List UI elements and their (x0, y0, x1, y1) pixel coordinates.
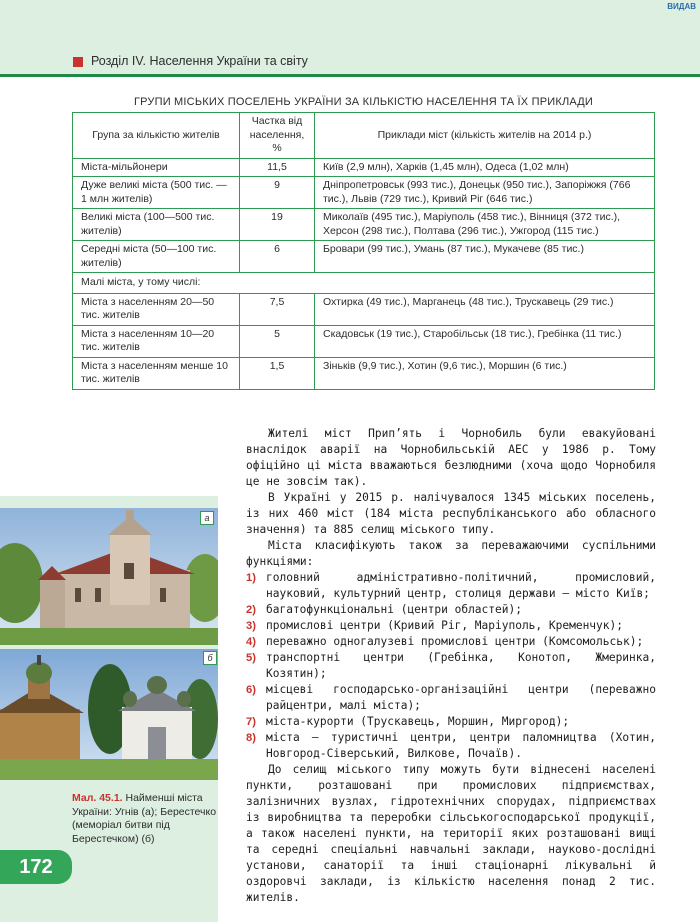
list-item (246, 730, 656, 762)
group-cell: Міста з населенням 20—50 тис. жителів (73, 293, 240, 325)
small-cities-label: Малі міста, у тому числі: (73, 273, 655, 294)
examples-cell: Київ (2,9 млн), Харків (1,45 млн), Одеса (1,02 млн) (315, 158, 655, 177)
table-subheader-row (73, 273, 655, 294)
table-row (73, 357, 655, 389)
list-number: 2) (246, 604, 256, 616)
section-marker-icon (73, 57, 83, 67)
list-text: міста — туристичні центри, центри паломництва (Хотин, Новгород-Сіверський, Вилкове, Почаїв). (266, 731, 656, 760)
list-text: місцеві господарсько-організаційні центри (переважно райцентри, малі міста); (266, 683, 656, 712)
share-cell: 1,5 (240, 357, 315, 389)
caption-text: Найменші міста України: Угнів (а); Берестечко (меморіал битви під Берестечком) (б) (72, 792, 217, 845)
list-text: транспортні центри (Гребінка, Конотоп, Жмеринка, Козятин); (266, 651, 656, 680)
share-cell: 11,5 (240, 158, 315, 177)
share-cell: 7,5 (240, 293, 315, 325)
list-item (246, 634, 656, 650)
table-row (73, 325, 655, 357)
list-number: 1) (246, 572, 256, 584)
share-cell: 5 (240, 325, 315, 357)
list-item (246, 714, 656, 730)
table-row (73, 177, 655, 209)
main-text (246, 426, 656, 906)
list-item (246, 602, 656, 618)
paragraph: В Україні у 2015 р. налічувалося 1345 міських поселень, із них 460 міст (184 міста республіканського або обласного значення) та 885 селищ міського типу. (246, 491, 656, 536)
header-examples: Приклади міст (кількість жителів на 2014 р.) (315, 113, 655, 159)
list-text: промислові центри (Кривий Ріг, Маріуполь, Кременчук); (266, 619, 623, 632)
list-number: 3) (246, 620, 256, 632)
list-number: 8) (246, 732, 256, 744)
table-row (73, 241, 655, 273)
photo-label-a: а (200, 511, 214, 525)
examples-cell: Дніпропетровськ (993 тис.), Донецьк (950 тис.), Запоріжжя (766 тис.), Львів (729 тис.), Кривий Ріг (646 тис.) (315, 177, 655, 209)
list-item (246, 682, 656, 714)
group-cell: Великі міста (100—500 тис. жителів) (73, 209, 240, 241)
group-cell: Дуже великі міста (500 тис. — 1 млн жителів) (73, 177, 240, 209)
church-photo-berestechko (0, 649, 218, 780)
table-row (73, 293, 655, 325)
examples-cell: Зіньків (9,9 тис.), Хотин (9,6 тис.), Моршин (6 тис.) (315, 357, 655, 389)
list-item (246, 618, 656, 634)
examples-cell: Миколаїв (495 тис.), Маріуполь (458 тис.), Вінниця (372 тис.), Херсон (298 тис.), Полтава (296 тис.), Ужгород (115 тис.) (315, 209, 655, 241)
list-text: міста-курорти (Трускавець, Моршин, Миргород); (266, 715, 570, 728)
group-cell: Міста-мільйонери (73, 158, 240, 177)
functions-list (246, 570, 656, 762)
share-cell: 9 (240, 177, 315, 209)
table-row (73, 209, 655, 241)
share-cell: 6 (240, 241, 315, 273)
group-cell: Міста з населенням менше 10 тис. жителів (73, 357, 240, 389)
group-cell: Середні міста (50—100 тис. жителів) (73, 241, 240, 273)
share-cell: 19 (240, 209, 315, 241)
page-number: 172 (0, 850, 72, 884)
examples-cell: Бровари (99 тис.), Умань (87 тис.), Мукачеве (85 тис.) (315, 241, 655, 273)
header-group: Група за кількістю жителів (73, 113, 240, 159)
list-number: 5) (246, 652, 256, 664)
examples-cell: Скадовськ (19 тис.), Старобільськ (18 тис.), Гребінка (11 тис.) (315, 325, 655, 357)
list-number: 7) (246, 716, 256, 728)
list-number: 6) (246, 684, 256, 696)
photo-label-b: б (203, 651, 217, 665)
table-title: ГРУПИ МІСЬКИХ ПОСЕЛЕНЬ УКРАЇНИ ЗА КІЛЬКІСТЮ НАСЕЛЕННЯ ТА ЇХ ПРИКЛАДИ (133, 96, 594, 108)
list-item (246, 570, 656, 602)
publisher-logo: ВИДАВ (667, 2, 696, 11)
group-cell: Міста з населенням 10—20 тис. жителів (73, 325, 240, 357)
paragraph: Жителі міст Прип’ять і Чорнобиль були евакуйовані внаслідок аварії на Чорнобильській АЕС у 1986 р. Тому офіційно ці міста вважаються безлюдними (хоча щодо Чорнобиля це не зовсім так). (246, 427, 656, 488)
section-title: Розділ IV. Населення України та світу (91, 54, 308, 68)
paragraph: До селищ міського типу можуть бути віднесені населені пункти, розташовані при промислових підприємствах, залізничних вузлах, гідротехнічних спорудах, підприємствах із виробництва та переробки сільськогосподарської продукції, а також населені пункти, на території яких розташовані вищі та середні спеціальні навчальні заклади, науково-дослідні установи, санаторії та інші стаціонарні лікувальні й оздоровчі заклади, із кількістю населення понад 2 тис. жителів. (246, 763, 656, 904)
city-groups-table (72, 112, 655, 390)
list-text: головний адміністративно-політичний, промисловий, науковий, культурний центр, столиця держави — місто Київ; (266, 571, 656, 600)
caption-label: Мал. 45.1. (72, 792, 123, 804)
examples-cell: Охтирка (49 тис.), Марганець (48 тис.), Трускавець (29 тис.) (315, 293, 655, 325)
list-number: 4) (246, 636, 256, 648)
list-item (246, 650, 656, 682)
header-share: Частка від населення, % (240, 113, 315, 159)
church-photo-uhniv (0, 508, 218, 645)
figure-caption (72, 792, 218, 846)
list-text: багатофункціональні (центри областей); (266, 603, 522, 616)
table-header-row (73, 113, 655, 159)
table-row (73, 158, 655, 177)
paragraph: Міста класифікують також за переважаючими суспільними функціями: (246, 539, 656, 568)
list-text: переважно одногалузеві промислові центри (Комсомольськ); (266, 635, 644, 648)
